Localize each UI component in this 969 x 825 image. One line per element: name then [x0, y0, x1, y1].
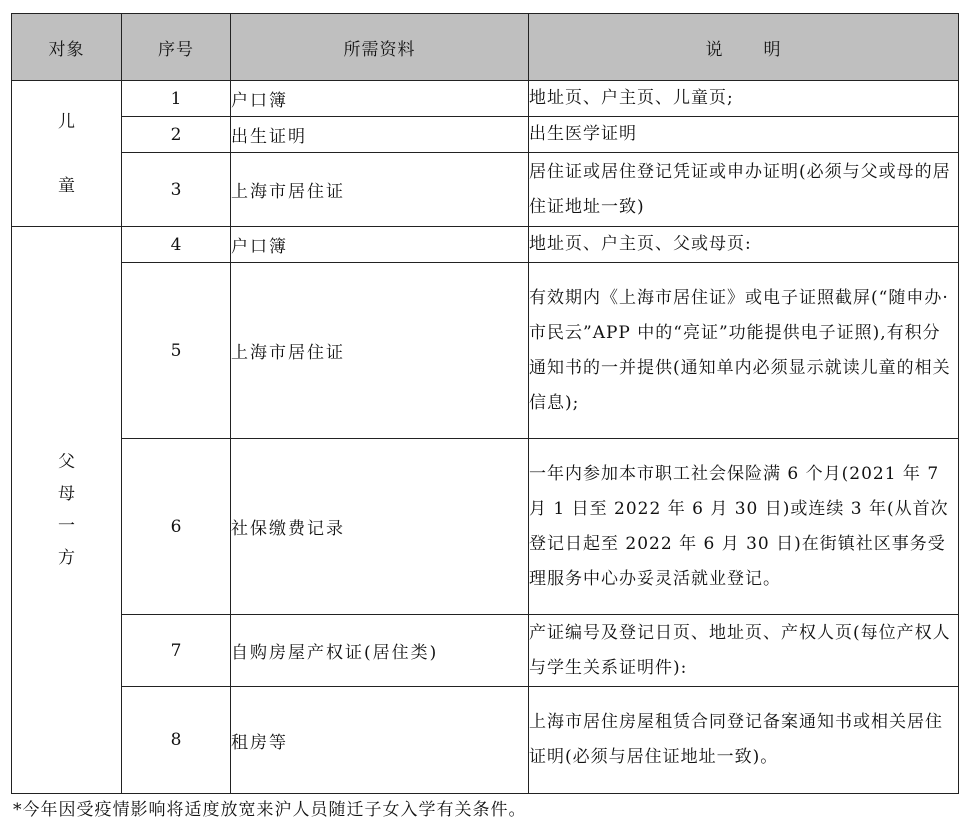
table-row — [12, 615, 959, 687]
table-row — [12, 439, 959, 615]
row-seq: 7 — [122, 615, 231, 687]
header-desc-b: 明 — [763, 39, 782, 60]
row-desc: 一年内参加本市职工社会保险满 6 个月(2021 年 7 月 1 日至 2022 年 6 月 30 日)或连续 3 年(从首次登记日起至 2022 年 6 月 30 日)在街镇社区事务受理服务中心办妥灵活就业登记。 — [529, 439, 959, 615]
group-parent-char: 方 — [58, 548, 75, 568]
header-subject: 对象 — [12, 14, 122, 81]
row-seq: 4 — [122, 227, 231, 263]
row-desc: 有效期内《上海市居住证》或电子证照截屏(“随申办·市民云”APP 中的“亮证”功能提供电子证照),有积分通知书的一并提供(通知单内必须显示就读儿童的相关信息); — [529, 263, 959, 439]
group-parent-char: 一 — [58, 516, 75, 536]
table-row — [12, 81, 959, 117]
row-desc: 地址页、户主页、儿童页; — [529, 81, 959, 117]
header-desc-a: 说 — [705, 39, 724, 60]
footnote: *今年因受疫情影响将适度放宽来沪人员随迁子女入学有关条件。 — [13, 800, 527, 820]
row-desc: 地址页、户主页、父或母页: — [529, 227, 959, 263]
row-doc: 社保缴费记录 — [231, 439, 529, 615]
row-seq: 8 — [122, 687, 231, 794]
group-child — [12, 81, 122, 227]
row-doc: 上海市居住证 — [231, 263, 529, 439]
row-doc: 自购房屋产权证(居住类) — [231, 615, 529, 687]
group-child-char: 童 — [58, 175, 75, 196]
required-documents-table — [11, 13, 959, 794]
row-seq: 2 — [122, 117, 231, 153]
group-parent-char: 母 — [58, 484, 75, 504]
table-header-row — [12, 14, 959, 81]
row-desc: 产证编号及登记日页、地址页、产权人页(每位产权人与学生关系证明件): — [529, 615, 959, 687]
table-row — [12, 227, 959, 263]
row-desc: 出生医学证明 — [529, 117, 959, 153]
row-seq: 3 — [122, 153, 231, 227]
row-doc: 户口簿 — [231, 227, 529, 263]
group-parent-char: 父 — [58, 452, 75, 472]
row-doc: 租房等 — [231, 687, 529, 794]
row-seq: 1 — [122, 81, 231, 117]
row-doc: 上海市居住证 — [231, 153, 529, 227]
row-desc: 上海市居住房屋租赁合同登记备案通知书或相关居住证明(必须与居住证地址一致)。 — [529, 687, 959, 794]
header-desc — [529, 14, 959, 81]
row-doc: 户口簿 — [231, 81, 529, 117]
row-desc: 居住证或居住登记凭证或申办证明(必须与父或母的居住证地址一致) — [529, 153, 959, 227]
row-doc: 出生证明 — [231, 117, 529, 153]
row-seq: 5 — [122, 263, 231, 439]
table-row — [12, 153, 959, 227]
header-docs: 所需资料 — [231, 14, 529, 81]
table-row — [12, 263, 959, 439]
table-row — [12, 117, 959, 153]
row-seq: 6 — [122, 439, 231, 615]
table-row — [12, 687, 959, 794]
group-parent — [12, 227, 122, 794]
header-seq: 序号 — [122, 14, 231, 81]
group-child-char: 儿 — [58, 111, 75, 132]
